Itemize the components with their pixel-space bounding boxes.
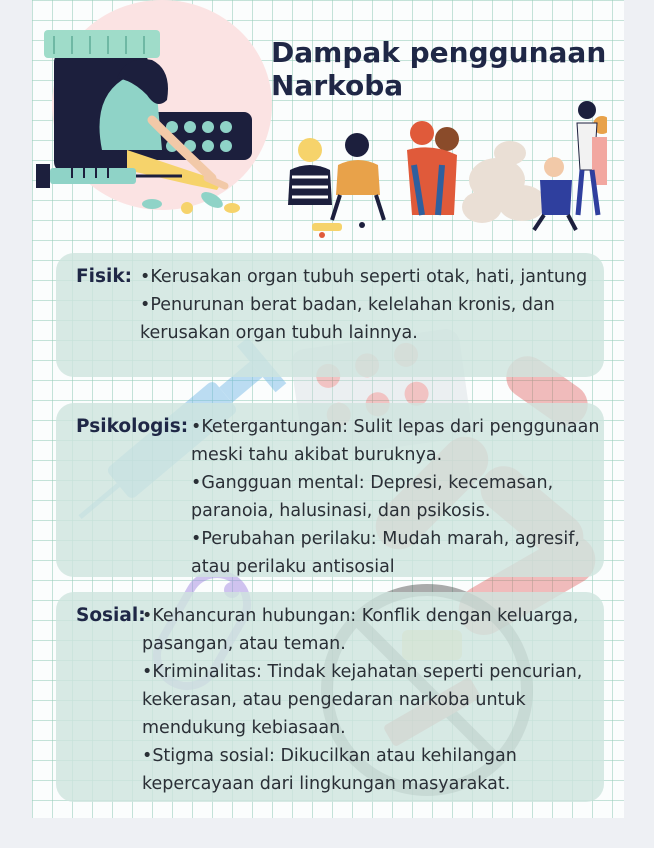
list-item: •Kehancuran hubungan: Konflik dengan keluarga, pasangan, atau teman. (142, 606, 579, 654)
list-item: •Perubahan perilaku: Mudah marah, agresif, atau perilaku antisosial (191, 529, 580, 577)
list-item: •Stigma sosial: Dikucilkan atau kehilangan kepercayaan dari lingkungan masyarakat. (142, 746, 517, 794)
sosial-label: Sosial: (76, 605, 146, 626)
psikologis-card (56, 403, 604, 577)
psikologis-list (191, 413, 600, 581)
sosial-card (56, 592, 604, 802)
fisik-card (56, 253, 604, 377)
title-line-1: Dampak penggunaan (271, 36, 607, 69)
sad-girl-pill-bottle-illustration (32, 0, 272, 225)
poster (32, 0, 624, 818)
fisik-label: Fisik: (76, 266, 133, 287)
list-item: •Gangguan mental: Depresi, kecemasan, paranoia, halusinasi, dan psikosis. (191, 473, 554, 521)
page-title (271, 36, 611, 102)
people-illustration (272, 95, 607, 245)
sosial-list (142, 602, 600, 798)
fisik-list (140, 263, 600, 347)
list-item: •Kerusakan organ tubuh seperti otak, hati, jantung (140, 267, 588, 287)
title-line-2: Narkoba (271, 69, 404, 102)
list-item: •Kriminalitas: Tindak kejahatan seperti pencurian, kekerasan, atau pengedaran narkoba untuk mendukung kebiasaan. (142, 662, 583, 738)
list-item: •Penurunan berat badan, kelelahan kronis, dan kerusakan organ tubuh lainnya. (140, 295, 555, 343)
psikologis-label: Psikologis: (76, 416, 189, 437)
list-item: •Ketergantungan: Sulit lepas dari penggunaan meski tahu akibat buruknya. (191, 417, 600, 465)
